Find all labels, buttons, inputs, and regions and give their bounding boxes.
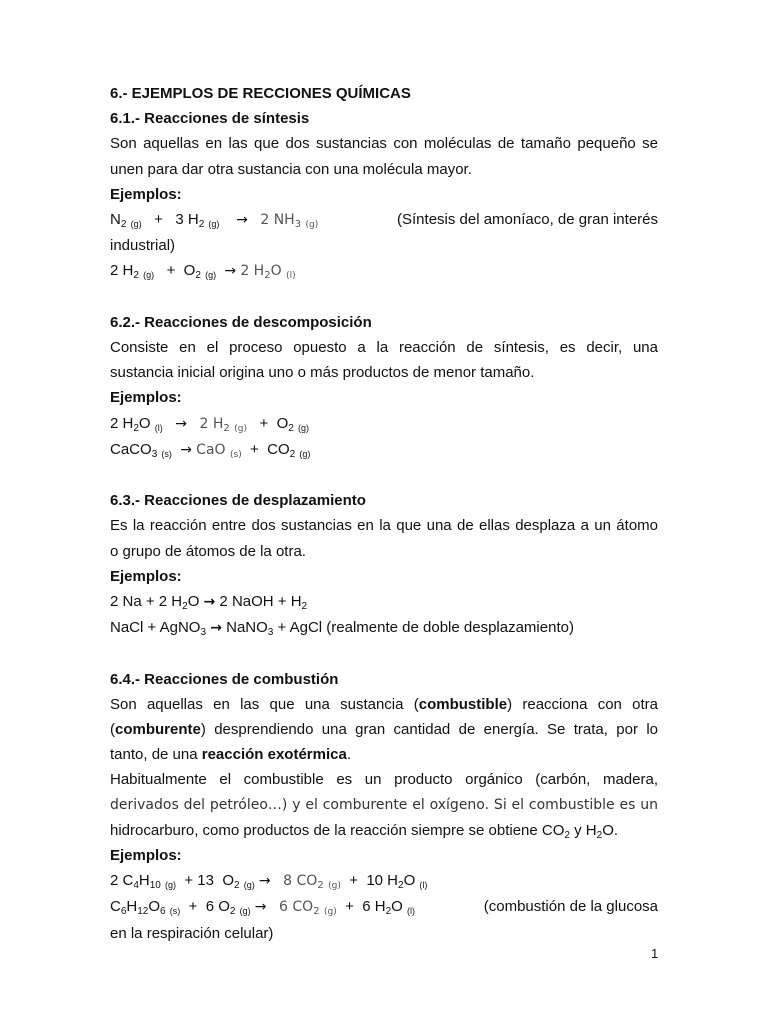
paragraph-line: Consiste en el proceso opuesto a la reacción de síntesis, es decir, una [110,339,658,357]
paragraph-line: Son aquellas en las que dos sustancias con moléculas de tamaño pequeño se [110,135,658,153]
equation-silver: NaCl + AgNO$_3$ → NaNO$_3$ + AgCl (realmente de doble desplazamiento) [110,619,574,639]
page-number: 1 [651,946,659,961]
equation-water-decomposition: 2 $H_2O$ $_{(l)}$ → 2 $H_2$ $_{(g)} + O_2$ $_{(g)}$ [110,414,309,434]
section-heading-desplazamiento: 6.3.- Reacciones de desplazamiento [110,492,366,510]
examples-label: Ejemplos: [110,185,182,203]
equation-water-synthesis: 2 $H_2$ $_{(g)} + O_2$ $_{(g)}$ → 2 $H_2O$ $_{(l)}$ [110,262,296,282]
examples-label: Ejemplos: [110,389,182,407]
text-run: y H [569,821,597,839]
paragraph-line: Habitualmente el combustible es un producto orgánico (carbón, madera, [110,771,658,789]
paragraph-line: unen para dar otra sustancia con una molécula mayor. [110,160,472,178]
equation-formula: $N_2$ $_{(g)}$ + 3 $H_2$ $_{(g)}$ → 2 $NH_3$ $_{(g)}$ [110,211,319,231]
paragraph-line [110,742,658,767]
equation-note: (realmente de doble desplazamiento) [326,619,574,637]
equation-ammonia [110,207,658,233]
equation-note-continued: en la respiración celular) [110,924,274,942]
bold-term: reacción exotérmica [201,746,347,764]
section-heading-descomposicion: 6.2.- Reacciones de descomposición [110,313,372,331]
equation-formula: $C_6H_{12}O_6$ $_{(s)}$ + 6 $O_2$ $_{(g)}$ → 6 $CO_2$ $_{(g)}$ + 6 $H_2O$ $_{(l)}$ [110,898,415,918]
paragraph-line: hidrocarburo, como productos de la reacción siempre se obtiene $CO_2$ y $H_2O$. [110,821,619,841]
text-run: hidrocarburo, como productos de la reacción siempre se obtiene CO [110,821,565,839]
paragraph-line: sustancia inicial origina uno o más productos de menor tamaño. [110,364,535,382]
text-run: ( [110,721,115,739]
text-run: Son aquellas en las que una sustancia ( [110,695,419,713]
examples-label: Ejemplos: [110,847,182,865]
equation-note: (Síntesis del amoníaco, de gran interés [397,211,658,229]
text-run: tanto, de una [110,746,202,764]
equation-note: (combustión de la glucosa [483,898,658,916]
examples-label: Ejemplos: [110,567,182,585]
paragraph-line: derivados del petróleo…) y el comburente el oxígeno. Si el combustible es un [110,796,658,813]
equation-glucose [110,894,658,920]
text-run: O. [602,821,619,839]
spacer [110,285,658,310]
bold-term: combustible [418,695,508,713]
spacer [110,641,658,666]
equation-butane: 2 $C_4H_{10}$ $_{(g)}$ + 13 $O_2$ $_{(g)}$ → 8 $CO_2$ $_{(g)}$ + 10 $H_2O$ $_{(l)}$ [110,872,428,892]
text-run: ) desprendiendo una gran cantidad de energía. Se trata, por lo [200,721,658,739]
spacer [110,463,658,488]
text-run: ) reacciona con otra [507,695,658,713]
equation-note-continued: industrial) [110,237,176,255]
paragraph-line: Es la reacción entre dos sustancias en la que una de ellas desplaza a un átomo [110,517,658,535]
paragraph-line: o grupo de átomos de la otra. [110,542,306,560]
text-run: . [346,746,351,764]
document-title: 6.- EJEMPLOS DE RECCIONES QUÍMICAS [110,85,411,102]
equation-sodium: 2 Na + 2 $H_2O \to 2$ NaOH + $H_2$ [110,593,308,613]
bold-term: comburente [115,721,201,739]
section-heading-combustion: 6.4.- Reacciones de combustión [110,670,339,688]
paragraph-line [110,692,658,717]
document-body [110,81,658,946]
equation-caco3: CaCO$_3$ $_{(s)}$ → CaO $_{(s)} + CO_2$ $_{(g)}$ [110,440,311,460]
paragraph-line [110,717,658,742]
section-heading-sintesis: 6.1.- Reacciones de síntesis [110,110,310,128]
